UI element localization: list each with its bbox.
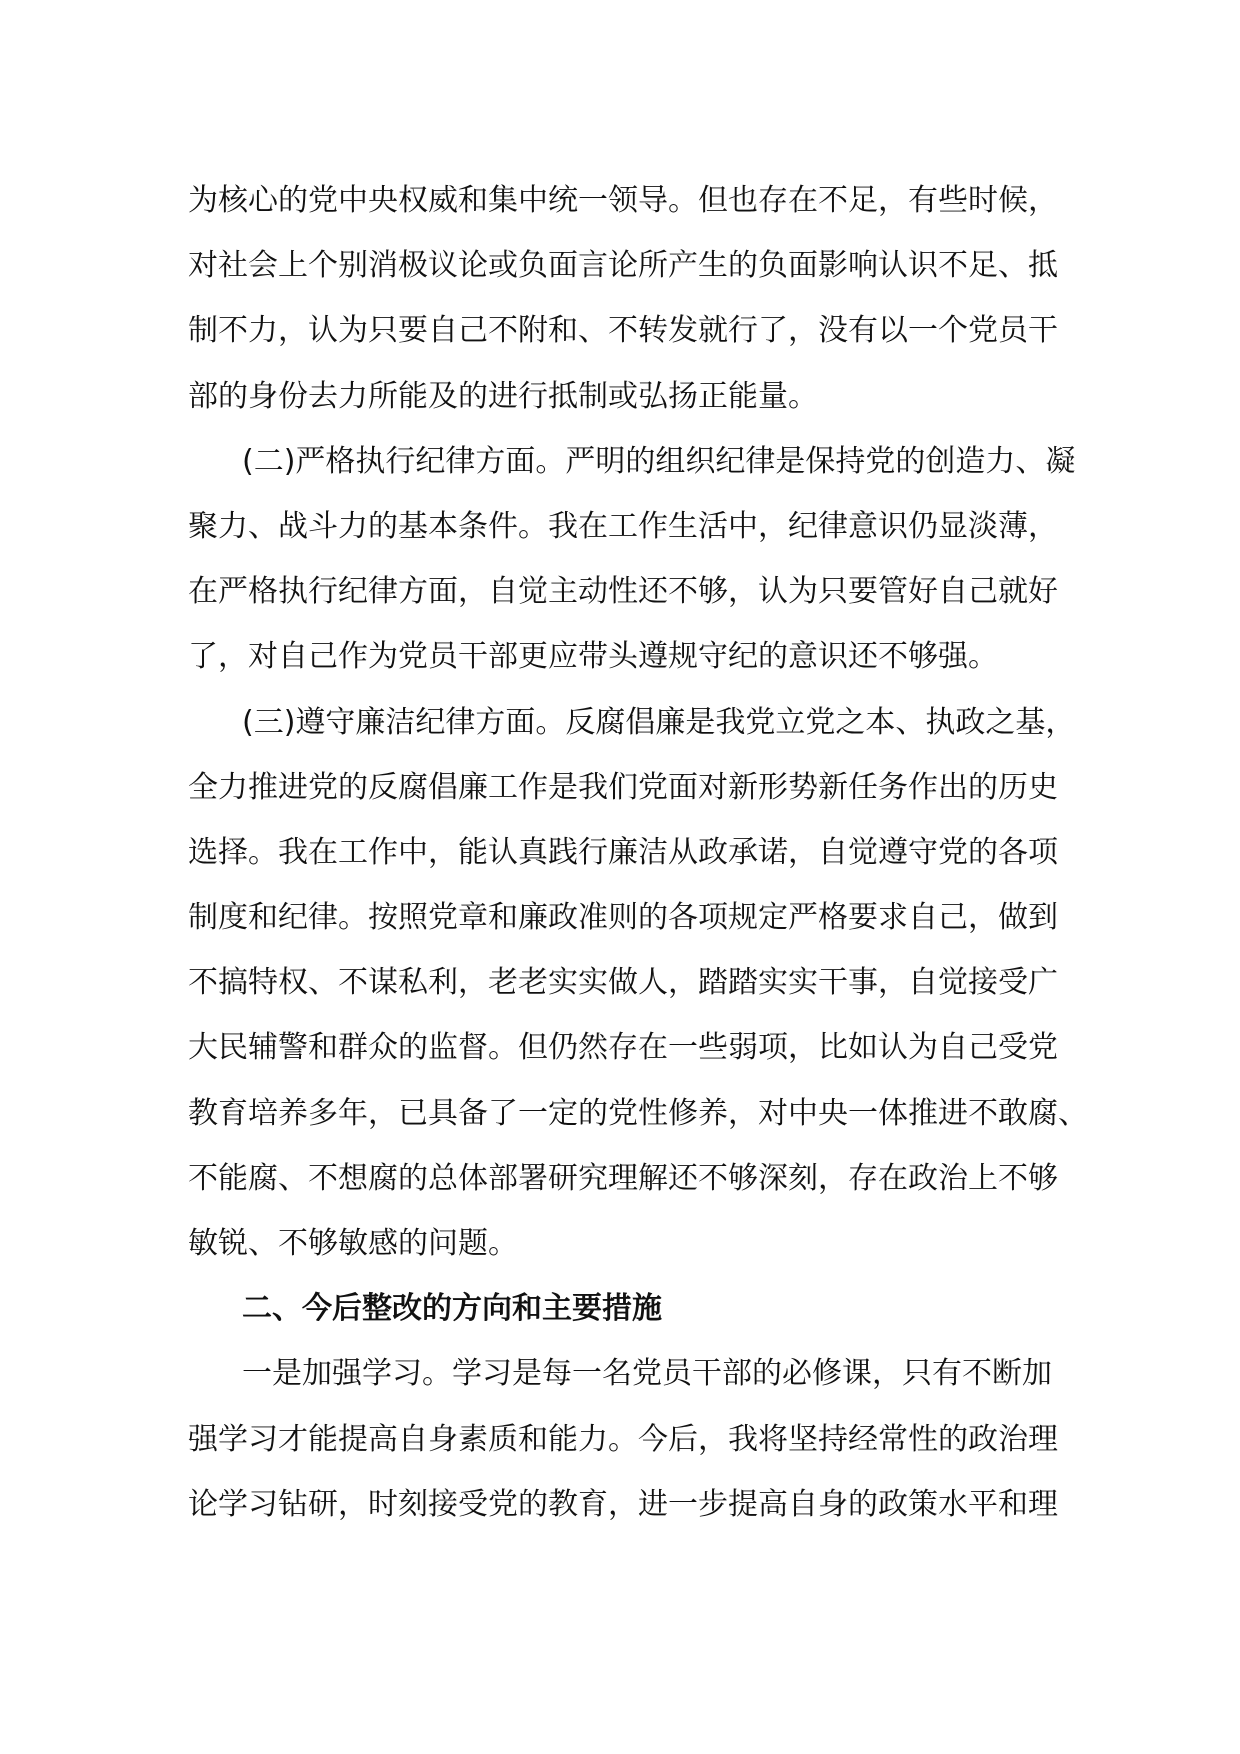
text-line: 一是加强学习。学习是每一名党员干部的必修课，只有不断加 [242,1356,1052,1392]
paragraph-integrity [188,690,1088,1277]
text-line: 全力推进党的反腐倡廉工作是我们党面对新形势新任务作出的历史 [188,769,1058,805]
text-line: 制度和纪律。按照党章和廉政准则的各项规定严格要求自己，做到 [188,900,1058,936]
text-line: 不搞特权、不谋私利，老老实实做人，踏踏实实干事，自觉接受广 [188,965,1058,1001]
text-line: 对社会上个别消极议论或负面言论所产生的负面影响认识不足、抵 [188,248,1058,284]
paragraph-study [188,1341,1068,1537]
heading-text: 二、今后整改的方向和主要措施 [242,1291,662,1327]
text-line: 聚力、战斗力的基本条件。我在工作生活中，纪律意识仍显淡薄， [188,508,1058,544]
text-line: 不能腐、不想腐的总体部署研究理解还不够深刻，存在政治上不够 [188,1160,1058,1196]
paragraph-discipline [188,429,1076,690]
text-line: (三)遵守廉洁纪律方面。反腐倡廉是我党立党之本、执政之基， [242,704,1076,740]
text-line: 大民辅警和群众的监督。但仍然存在一些弱项，比如认为自己受党 [188,1030,1058,1066]
text-line: 为核心的党中央权威和集中统一领导。但也存在不足，有些时候， [188,183,1058,218]
paragraph-continuation [188,168,1068,429]
document-body [188,168,1088,1537]
text-line: 教育培养多年，已具备了一定的党性修养，对中央一体推进不敢腐、 [188,1095,1088,1131]
text-line: 部的身份去力所能及的进行抵制或弘扬正能量。 [188,378,818,414]
section-heading [188,1276,1068,1341]
text-line: 选择。我在工作中，能认真践行廉洁从政承诺，自觉遵守党的各项 [188,834,1058,870]
text-line: (二)严格执行纪律方面。严明的组织纪律是保持党的创造力、凝 [242,443,1076,479]
text-line: 强学习才能提高自身素质和能力。今后，我将坚持经常性的政治理 [188,1421,1058,1457]
text-line: 敏锐、不够敏感的问题。 [188,1226,518,1261]
text-line: 了，对自己作为党员干部更应带头遵规守纪的意识还不够强。 [188,639,998,675]
text-line: 制不力，认为只要自己不附和、不转发就行了，没有以一个党员干 [188,313,1058,349]
text-line: 在严格执行纪律方面，自觉主动性还不够，认为只要管好自己就好 [188,574,1058,610]
text-line: 论学习钻研，时刻接受党的教育，进一步提高自身的政策水平和理 [188,1486,1058,1522]
